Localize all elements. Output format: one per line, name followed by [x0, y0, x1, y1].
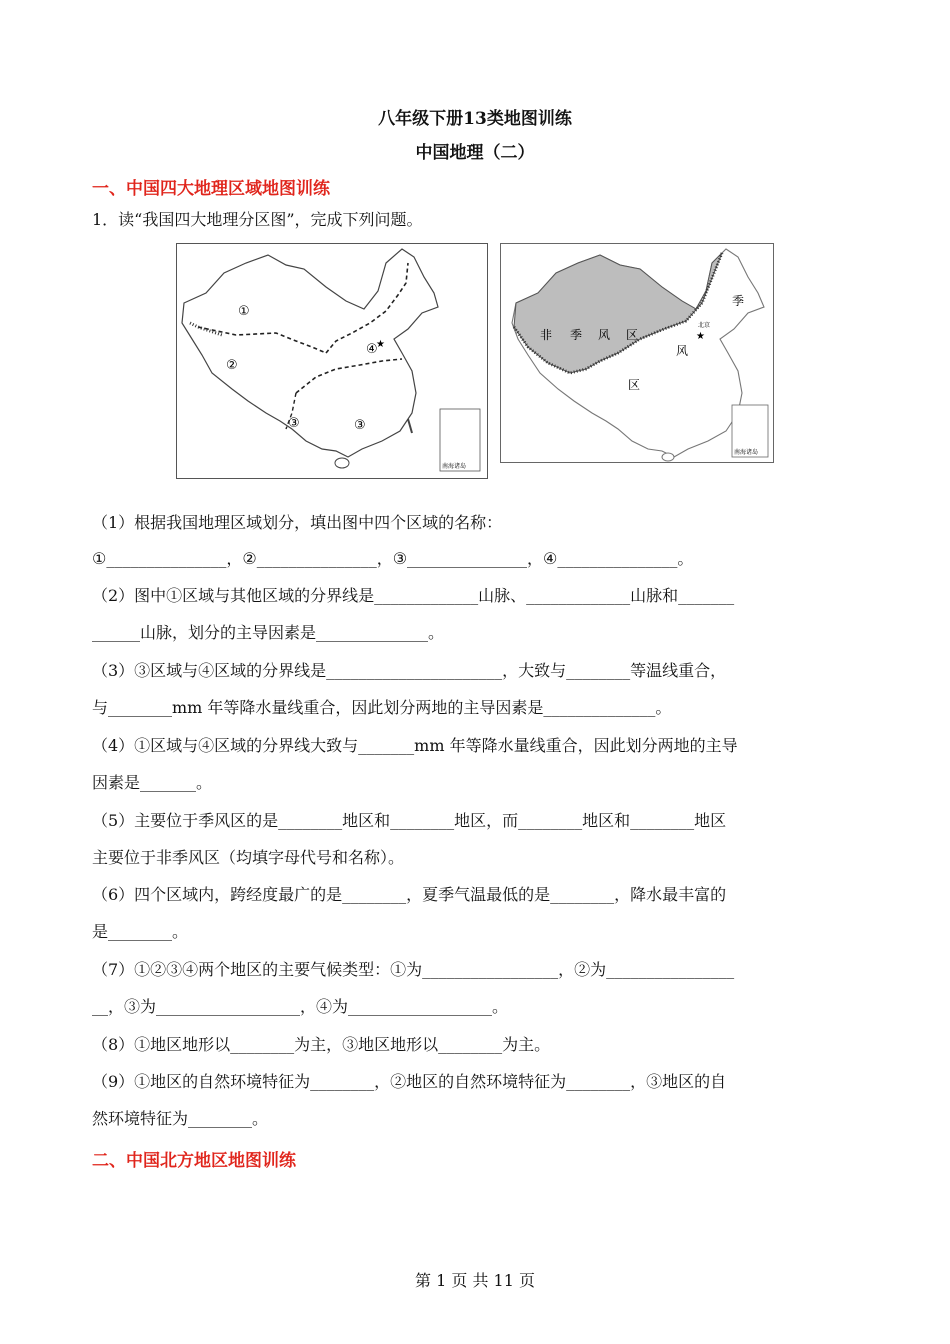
beijing-star-2: ★ [696, 331, 705, 342]
q1-part2-line1: （2）图中①区域与其他区域的分界线是_____________山脉、_____________山脉和_______ [92, 586, 735, 605]
q1-part6-line1: （6）四个区域内，跨经度最广的是________，夏季气温最低的是________，降水最丰富的 [92, 885, 727, 904]
q1-part8: （8）①地区地形以________为主，③地区地形以________为主。 [92, 1035, 551, 1054]
section-heading-1: 一、中国四大地理区域地图训练 [92, 179, 330, 199]
document-subtitle: 中国地理（二） [415, 143, 535, 163]
question-stem: 1．读“我国四大地理分区图”，完成下列问题。 [92, 210, 423, 229]
q1-part7-line2: __，③为__________________，④为__________________。 [92, 997, 509, 1016]
q1-part2-line2: ______山脉，划分的主导因素是______________。 [92, 623, 445, 642]
inset-caption-1: 南海诸岛 [442, 463, 467, 470]
q1-part5-line1: （5）主要位于季风区的是________地区和________地区，而________地区和________地区 [92, 811, 727, 830]
q1-part1-prompt: （1）根据我国地理区域划分，填出图中四个区域的名称： [92, 513, 503, 532]
map1-label-3b: ③ [354, 418, 366, 433]
map1-label-1: ① [238, 304, 250, 319]
map1-label-2: ② [226, 358, 238, 373]
inset-caption-2: 南海诸岛 [734, 449, 759, 456]
hainan-island [335, 458, 349, 468]
q1-part1-blanks: ①_______________，②_______________，③_______________，④_______________。 [92, 549, 694, 568]
q1-part4-line1: （4）①区域与④区域的分界线大致与_______mm 年等降水量线重合，因此划分两地的主导 [92, 736, 738, 755]
q1-part9-line2: 然环境特征为________。 [92, 1109, 269, 1128]
map2-label-qu: 区 [626, 328, 639, 342]
q1-part3-line1: （3）③区域与④区域的分界线是______________________，大致与________等温线重合， [92, 661, 727, 680]
map1-label-3a: ③ [288, 416, 300, 431]
monsoon-region-map [500, 243, 774, 463]
map2-label-ji-2: 季 [732, 294, 745, 308]
four-regions-map [176, 243, 488, 479]
map2-label-feng: 风 [598, 328, 611, 342]
map2-label-fei: 非 [540, 328, 553, 342]
q1-part3-line2: 与________mm 年等降水量线重合，因此划分两地的主导因素是______________。 [92, 698, 672, 717]
map2-label-ji: 季 [570, 328, 583, 342]
map1-label-4: ④ [366, 342, 378, 357]
section-heading-2: 二、中国北方地区地图训练 [92, 1151, 296, 1171]
south-sea-inset [440, 409, 480, 471]
q1-part5-line2: 主要位于非季风区（均填字母代号和名称）。 [92, 848, 405, 867]
q1-part9-line1: （9）①地区的自然环境特征为________，②地区的自然环境特征为________，③地区的自 [92, 1072, 727, 1091]
q1-part7-line1: （7）①②③④两个地区的主要气候类型：①为_________________，②为________________ [92, 960, 735, 979]
page-footer: 第 1 页 共 11 页 [415, 1271, 535, 1290]
city-label-beijing: 北京 [698, 322, 711, 329]
beijing-star: ★ [376, 339, 385, 350]
map2-label-qu-2: 区 [628, 378, 641, 392]
map2-label-feng-2: 风 [676, 344, 689, 358]
q1-part4-line2: 因素是_______。 [92, 773, 213, 792]
q1-part6-line2: 是________。 [92, 922, 189, 941]
document-title: 八年级下册13类地图训练 [378, 109, 572, 129]
